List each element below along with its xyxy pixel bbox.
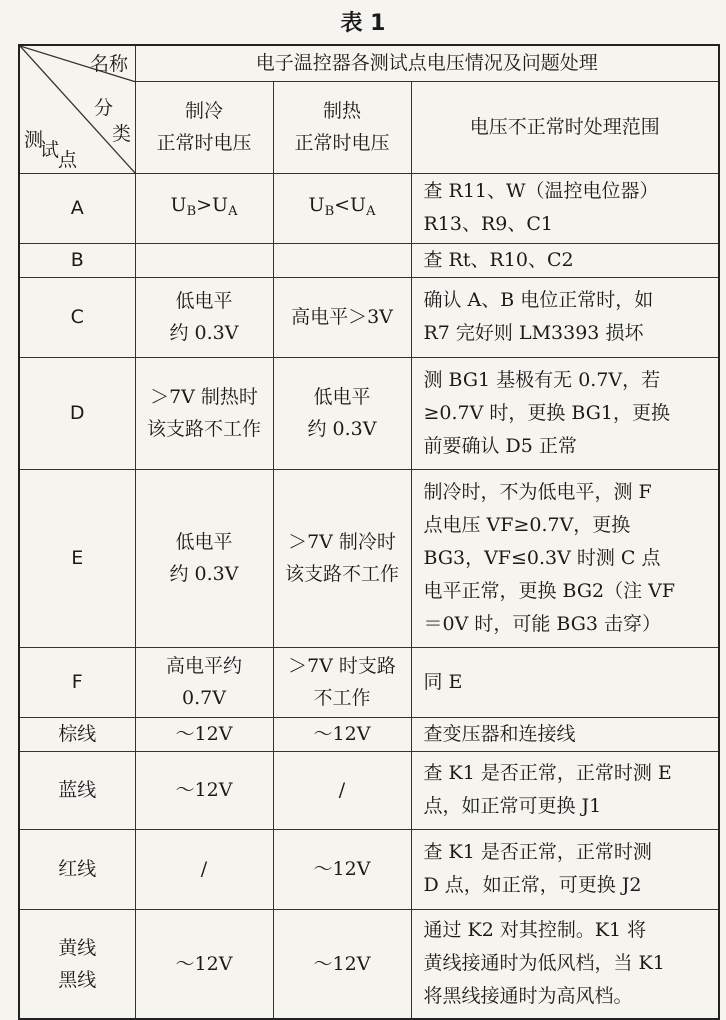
cool-line: 0.7V [182, 687, 226, 709]
range-line: 前要确认 D5 正常 [423, 434, 577, 457]
point-line: 黄线 [58, 936, 97, 959]
heat-voltage-cell [273, 647, 411, 717]
formula-subscript: A [366, 203, 376, 219]
range-cell [411, 829, 719, 909]
point-cell: 蓝线 [19, 751, 135, 829]
corner-name-label: 名称 [90, 53, 129, 75]
table-row [19, 277, 719, 357]
header-corner-cell [19, 45, 135, 173]
heat-voltage-cell [273, 469, 411, 647]
col-header-heat-line: 制热 [322, 100, 361, 122]
range-cell [411, 717, 719, 751]
range-line: 同 E [423, 670, 463, 693]
heat-voltage-cell: ～12V [273, 717, 411, 751]
point-cell: F [19, 647, 135, 717]
point-cell: D [19, 357, 135, 469]
range-line: 点，如正常可更换 J1 [423, 795, 602, 817]
heat-voltage-cell [273, 243, 411, 277]
formula-subscript: B [324, 203, 335, 219]
cool-voltage-cell: ～12V [135, 909, 273, 1019]
col-header-heat [273, 81, 411, 173]
corner-category-label-2: 类 [112, 123, 132, 145]
formula-part: >U [196, 193, 229, 216]
range-line: BG3，VF≤0.3V 时测 C 点 [423, 546, 661, 569]
range-cell [411, 357, 719, 469]
heat-voltage-cell: / [273, 751, 411, 829]
range-line: ≥0.7V 时，更换 BG1，更换 [423, 401, 671, 424]
range-cell [411, 647, 719, 717]
formula-part: U [308, 193, 325, 216]
cool-voltage-cell [135, 243, 273, 277]
heat-line: ＞7V 制冷时 [288, 531, 396, 553]
cool-line: ＞7V 制热时 [150, 386, 258, 408]
corner-point-label-2: 试 [40, 139, 60, 161]
table-caption: 表 1 [340, 11, 386, 36]
heat-voltage-cell: ～12V [273, 909, 411, 1019]
range-line: 查变压器和连接线 [423, 722, 576, 745]
formula-subscript: A [228, 203, 238, 219]
range-cell [411, 751, 719, 829]
cool-voltage-cell: / [135, 829, 273, 909]
heat-voltage-cell [273, 173, 411, 243]
table-row [19, 909, 719, 1019]
range-cell [411, 469, 719, 647]
range-line: D 点，如正常，可更换 J2 [423, 874, 642, 896]
corner-category-label-1: 分 [94, 97, 114, 119]
range-line: 查 Rt、R10、C2 [423, 248, 574, 271]
table-row [19, 717, 719, 751]
range-line: 查 R11、W（温控电位器） [423, 180, 659, 202]
cool-line: 低电平 [175, 531, 233, 553]
cool-line: 约 0.3V [169, 322, 239, 344]
point-cell: 棕线 [19, 717, 135, 751]
table-title: 电子温控器各测试点电压情况及问题处理 [135, 45, 719, 81]
heat-line: ＞7V 时支路 [288, 655, 396, 677]
heat-line: 高电平＞3V [291, 306, 393, 328]
table-row [19, 829, 719, 909]
heat-line: 不工作 [313, 687, 371, 709]
point-cell: 红线 [19, 829, 135, 909]
table-row [19, 357, 719, 469]
point-cell: E [19, 469, 135, 647]
cool-line: 该支路不工作 [146, 418, 261, 440]
range-cell [411, 173, 719, 243]
cool-line: 高电平约 [165, 655, 242, 677]
range-line: R7 完好则 LM3393 损坏 [423, 322, 644, 344]
col-header-heat-line: 正常时电压 [294, 132, 390, 154]
range-line: 将黑线接通时为高风档。 [423, 985, 633, 1008]
heat-voltage-cell [273, 357, 411, 469]
formula-subscript: B [186, 203, 197, 219]
col-header-cool [135, 81, 273, 173]
range-line: 测 BG1 基极有无 0.7V，若 [423, 368, 661, 391]
range-line: 查 K1 是否正常，正常时测 E [423, 762, 672, 784]
range-line: 确认 A、B 电位正常时，如 [423, 289, 654, 311]
range-cell [411, 277, 719, 357]
table-row [19, 469, 719, 647]
range-line: 电平正常，更换 BG2（注 VF [423, 579, 676, 602]
table-row [19, 647, 719, 717]
table-row [19, 751, 719, 829]
corner-point-label-3: 点 [58, 149, 78, 171]
cool-voltage-cell [135, 173, 273, 243]
point-cell: C [19, 277, 135, 357]
range-cell [411, 243, 719, 277]
range-line: 黄线接通时为低风档，当 K1 [423, 952, 665, 975]
range-line: 点电压 VF≥0.7V，更换 [423, 513, 631, 536]
test-point-voltage-table [18, 44, 720, 1020]
point-cell: B [19, 243, 135, 277]
heat-line: 低电平 [313, 386, 371, 408]
point-cell [19, 909, 135, 1019]
heat-line: 约 0.3V [307, 418, 377, 440]
col-header-cool-line: 制冷 [184, 100, 223, 122]
table-row [19, 243, 719, 277]
cool-voltage-cell: ～12V [135, 717, 273, 751]
range-line: 制冷时，不为低电平，测 F [423, 480, 652, 503]
range-line: ＝0V 时，可能 BG3 击穿） [423, 612, 662, 635]
table-row [19, 173, 719, 243]
formula-part: U [170, 193, 187, 216]
range-cell [411, 909, 719, 1019]
point-cell: A [19, 173, 135, 243]
range-line: 查 K1 是否正常，正常时测 [423, 841, 652, 863]
corner-point-label-1: 测 [24, 129, 44, 151]
col-header-cool-line: 正常时电压 [156, 132, 252, 154]
point-line: 黑线 [58, 968, 97, 991]
cool-line: 低电平 [175, 290, 233, 312]
range-line: 通过 K2 对其控制。K1 将 [423, 919, 647, 942]
cool-voltage-cell: ～12V [135, 751, 273, 829]
cool-voltage-cell [135, 469, 273, 647]
cool-voltage-cell [135, 277, 273, 357]
range-line: R13、R9、C1 [423, 213, 554, 235]
heat-line: 该支路不工作 [284, 563, 399, 585]
cool-voltage-cell [135, 357, 273, 469]
formula-part: <U [334, 193, 367, 216]
heat-voltage-cell [273, 277, 411, 357]
cool-line: 约 0.3V [169, 563, 239, 585]
heat-voltage-cell: ～12V [273, 829, 411, 909]
cool-voltage-cell [135, 647, 273, 717]
col-header-range: 电压不正常时处理范围 [411, 81, 719, 173]
